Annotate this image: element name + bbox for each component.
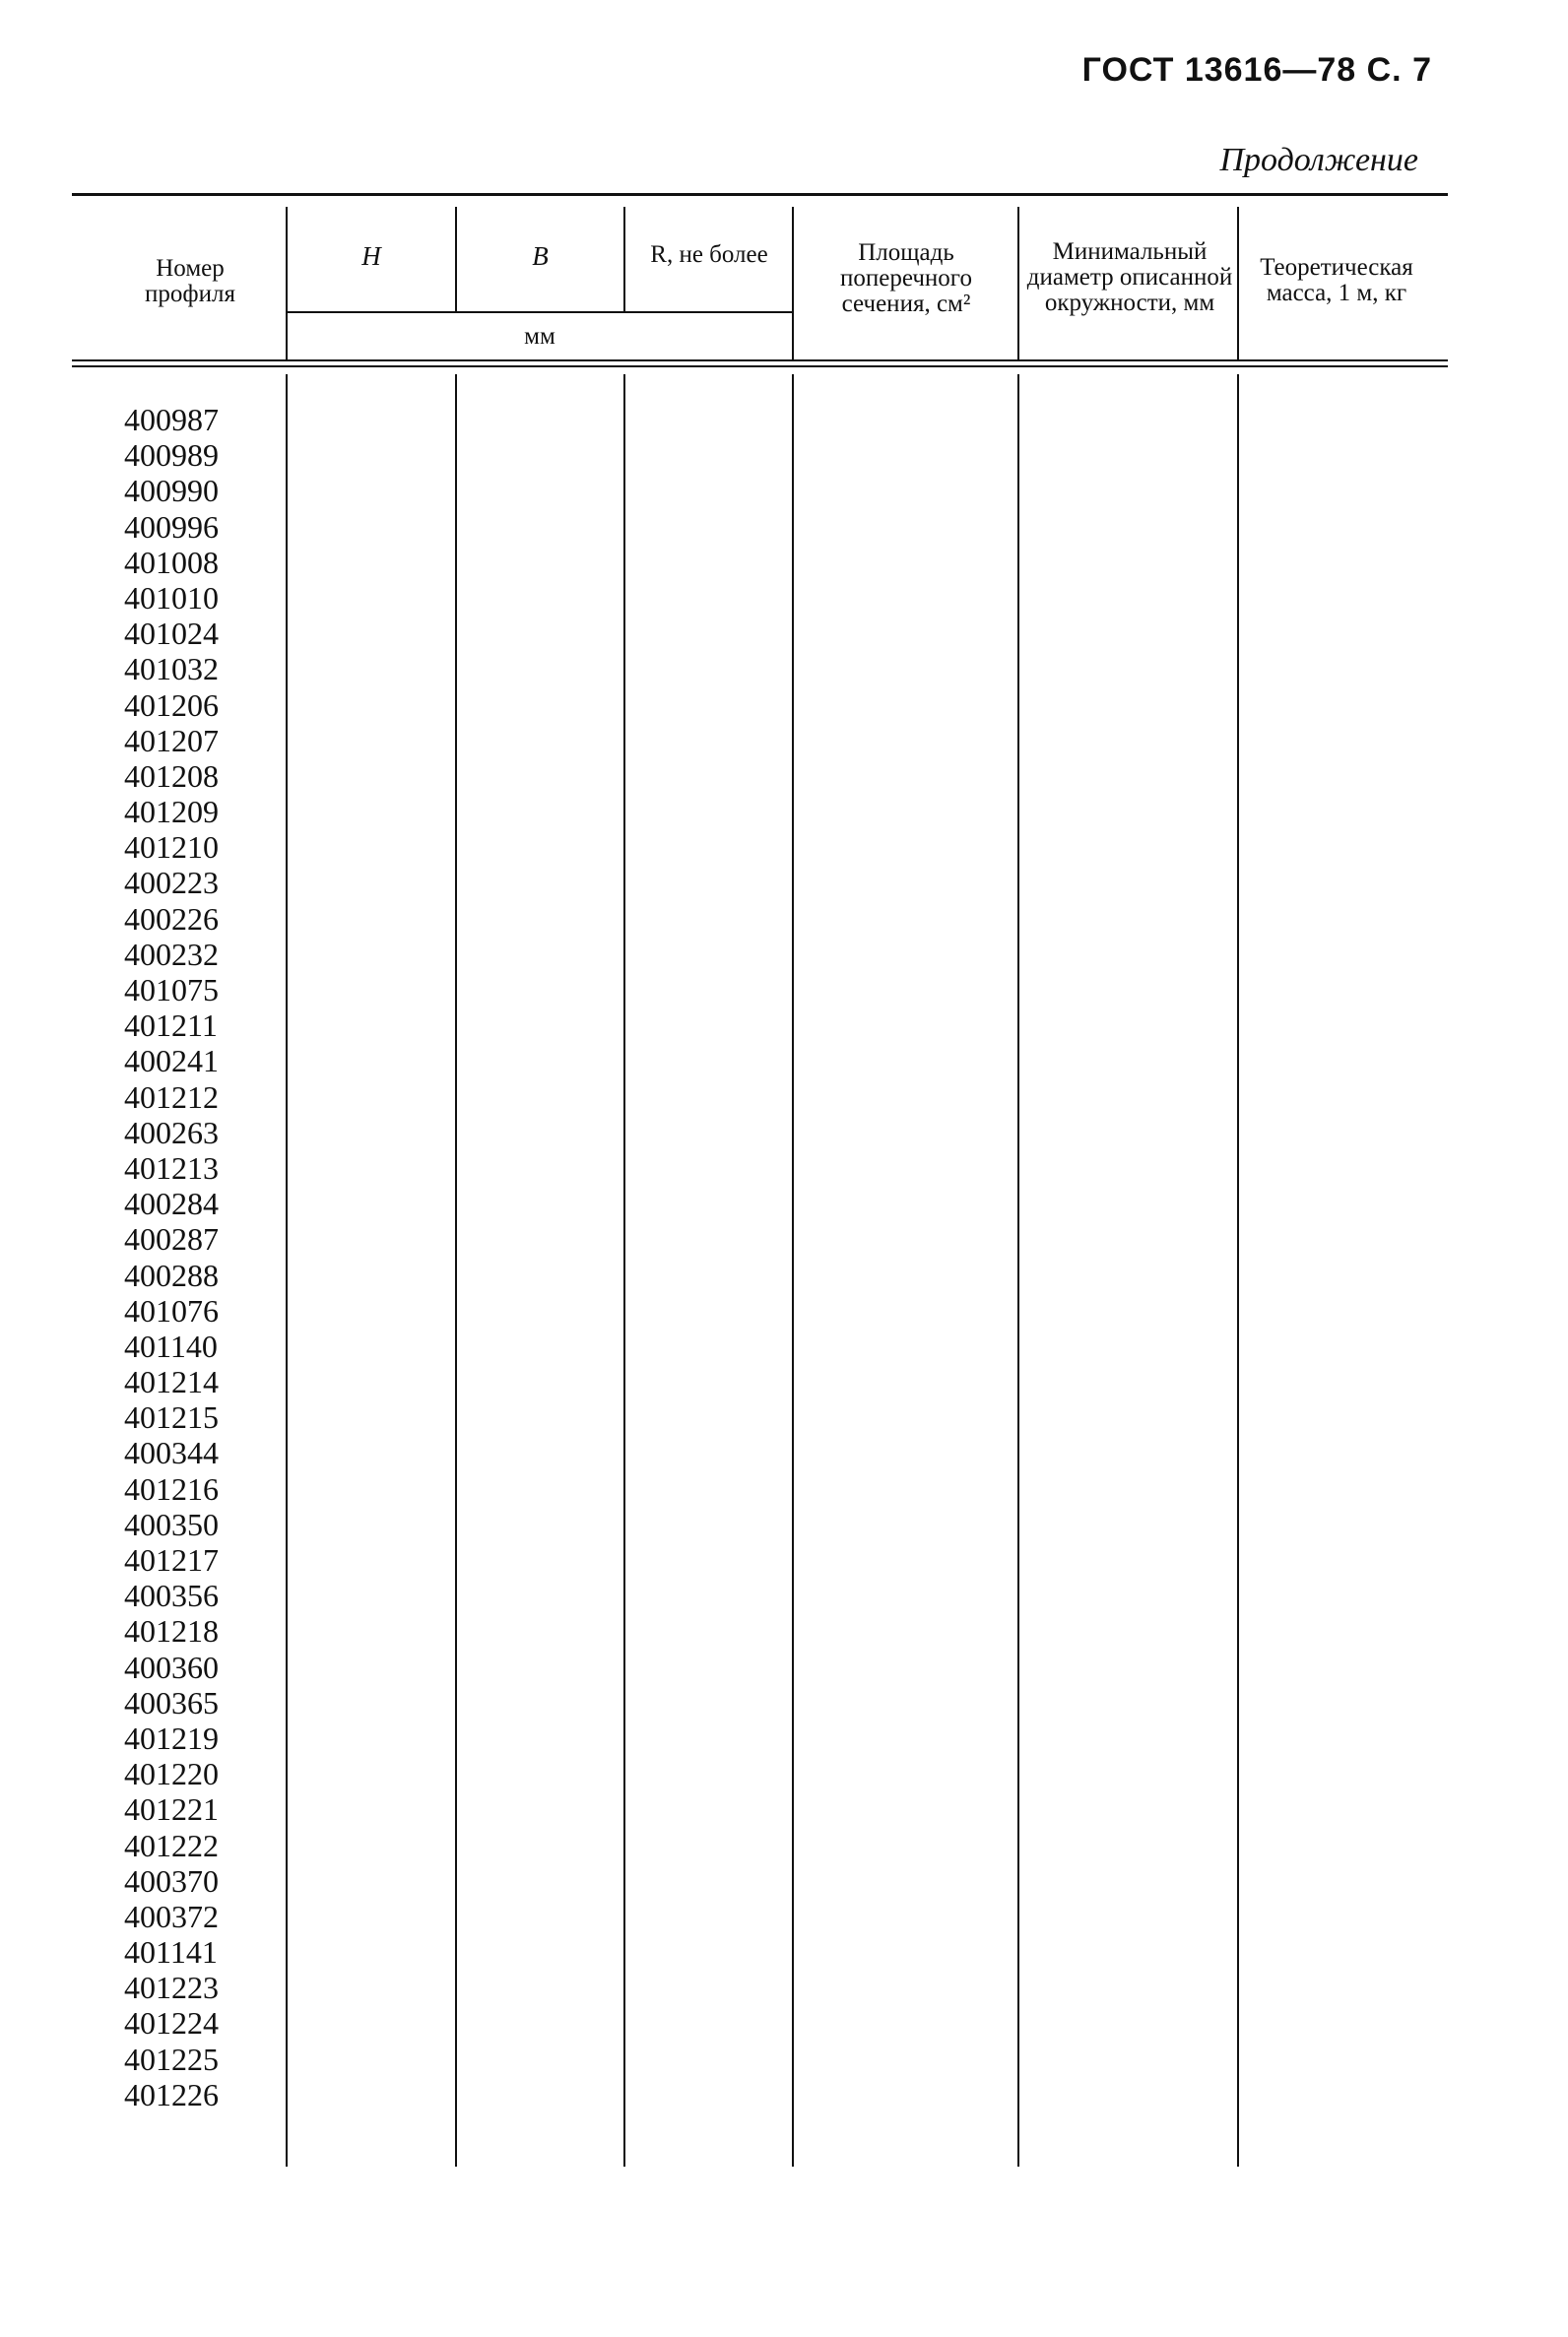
- cell-profile-number: 401224: [124, 2005, 219, 2042]
- cell-profile-number: 400287: [124, 1221, 219, 1258]
- cell-profile-number: 400996: [124, 508, 219, 545]
- column-divider: [455, 374, 457, 2167]
- cell-profile-number: 401032: [124, 651, 219, 687]
- cell-profile-number: 401219: [124, 1720, 219, 1756]
- cell-profile-number: 400350: [124, 1506, 219, 1542]
- cell-profile-number: 400356: [124, 1578, 219, 1614]
- cell-profile-number: 400288: [124, 1257, 219, 1293]
- cell-profile-number: 401213: [124, 1149, 219, 1186]
- header-area: Площадь поперечного сечения, см²: [840, 239, 972, 317]
- cell-profile-number: 400241: [124, 1043, 219, 1079]
- cell-profile-number: 401218: [124, 1613, 219, 1650]
- cell-profile-number: 400232: [124, 936, 219, 972]
- table-top-rule: [72, 193, 1448, 196]
- cell-profile-number: 401010: [124, 579, 219, 616]
- cell-profile-number: 401212: [124, 1078, 219, 1115]
- cell-profile-number: 400344: [124, 1435, 219, 1471]
- cell-profile-number: 400263: [124, 1114, 219, 1150]
- cell-profile-number: 401225: [124, 2041, 219, 2077]
- cell-profile-number: 400370: [124, 1862, 219, 1899]
- cell-profile-number: 401217: [124, 1542, 219, 1578]
- header-profile-number: Номер профиля: [145, 255, 235, 307]
- header-r: R, не более: [650, 241, 768, 268]
- cell-profile-number: 401220: [124, 1756, 219, 1792]
- cell-profile-number: 401222: [124, 1827, 219, 1863]
- column-divider: [623, 207, 625, 311]
- cell-profile-number: 401210: [124, 829, 219, 866]
- cell-profile-number: 401141: [124, 1934, 218, 1971]
- cell-profile-number: 401226: [124, 2076, 219, 2112]
- column-divider: [792, 374, 794, 2167]
- cell-profile-number: 401223: [124, 1970, 219, 2006]
- header-mm: мм: [524, 323, 555, 350]
- continuation-label: Продолжение: [1219, 142, 1418, 178]
- header-bottom-rule: [72, 359, 1448, 361]
- cell-profile-number: 401207: [124, 722, 219, 758]
- cell-profile-number: 400987: [124, 402, 219, 437]
- cell-profile-number: 401209: [124, 794, 219, 830]
- cell-profile-number: 401216: [124, 1470, 219, 1507]
- cell-profile-number: 401214: [124, 1364, 219, 1400]
- cell-profile-number: 400989: [124, 437, 219, 474]
- unit-group-rule: [288, 311, 792, 313]
- cell-profile-number: 401221: [124, 1791, 219, 1828]
- cell-profile-number: 401008: [124, 544, 219, 580]
- cell-profile-number: 401208: [124, 757, 219, 794]
- column-divider: [623, 374, 625, 2167]
- cell-profile-number: 401206: [124, 686, 219, 723]
- cell-profile-number: 400223: [124, 865, 219, 901]
- column-divider: [1017, 374, 1019, 2167]
- header-mass: Теоретическая масса, 1 м, кг: [1260, 254, 1413, 306]
- header-b: B: [532, 241, 549, 271]
- cell-profile-number: 401140: [124, 1328, 218, 1364]
- cell-profile-number: 401075: [124, 972, 219, 1007]
- cell-profile-number: 400990: [124, 473, 219, 509]
- column-divider: [286, 374, 288, 2167]
- cell-profile-number: 401076: [124, 1292, 219, 1329]
- header-bottom-rule-double: [72, 365, 1448, 367]
- cell-profile-number: 401024: [124, 616, 219, 652]
- cell-profile-number: 400284: [124, 1186, 219, 1222]
- header-h: H: [361, 241, 381, 271]
- cell-profile-number: 400360: [124, 1649, 219, 1685]
- cell-profile-number: 400365: [124, 1684, 219, 1720]
- cell-profile-number: 401211: [124, 1007, 218, 1044]
- column-divider: [1237, 374, 1239, 2167]
- column-divider: [1017, 207, 1019, 359]
- cell-profile-number: 400226: [124, 900, 219, 937]
- cell-profile-number: 401215: [124, 1399, 219, 1436]
- cell-profile-number: 400372: [124, 1898, 219, 1934]
- page-header: ГОСТ 13616—78 С. 7: [1081, 51, 1432, 89]
- column-divider: [792, 207, 794, 359]
- header-diameter: Минимальный диаметр описанной окружности, мм: [1026, 238, 1233, 316]
- column-divider: [1237, 207, 1239, 359]
